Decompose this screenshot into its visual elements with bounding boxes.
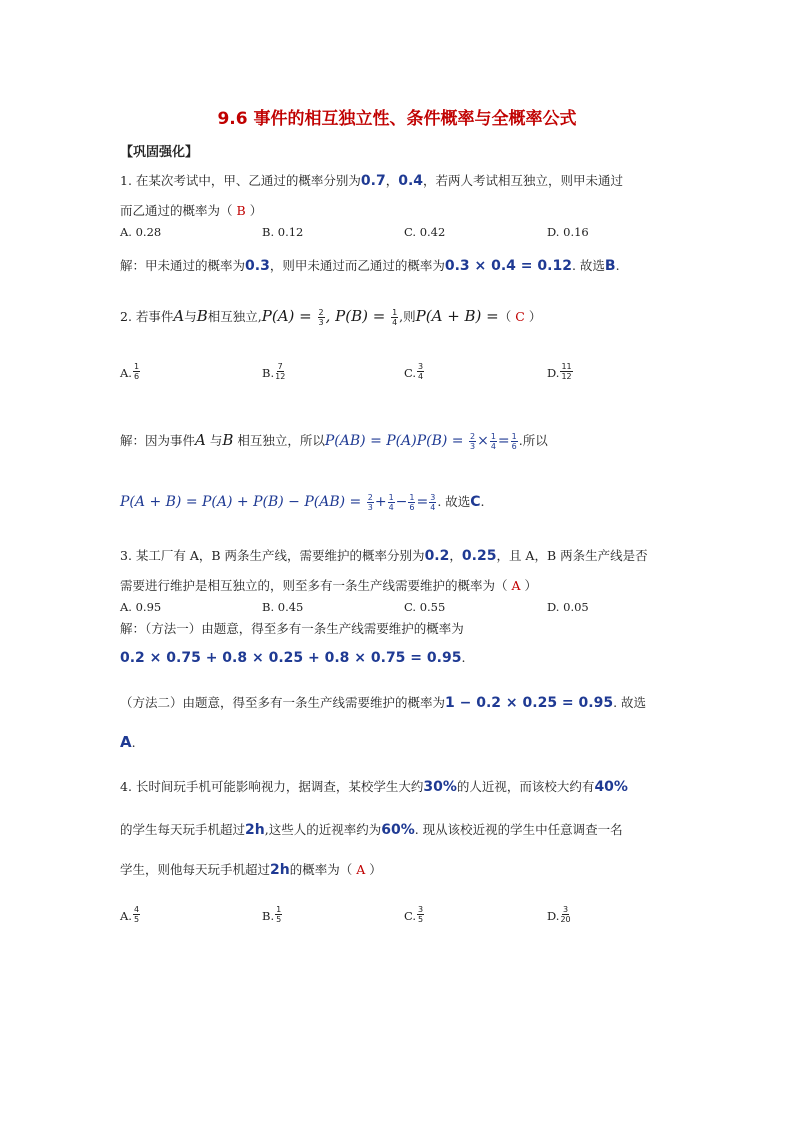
q4-percent-3: 60% [381,822,415,838]
q3-separator: ， [449,548,462,563]
q2-solution-answer: C [470,494,481,510]
q3-solution-answer-end: . [131,735,136,750]
q3-stem-text-2: ，且 A，B 两条生产线是否 [496,548,648,563]
q3-solution-answer: A [120,733,132,751]
q1-option-d: D. 0.16 [547,225,589,239]
q3-method1-end: . [461,650,466,665]
q2-event-b: B [196,307,208,325]
q4-option-d-fraction: $\frac{3}{20}$ [560,905,571,924]
q2-option-b [262,362,286,381]
q3-method1-expression: 0.2 × 0.75 + 0.8 × 0.25 + 0.8 × 0.75 = 0.95 [120,650,462,666]
q3-solution-method1-expr [120,650,465,666]
q4-option-b-label: B. [262,909,275,923]
q1-option-b: B. 0.12 [262,225,304,239]
q2-option-a-fraction: $\frac{1}{6}$ [133,362,140,381]
q3-stem-line1 [120,548,648,564]
q3-stem-text: 3. 某工厂有 A，B 两条生产线，需要维护的概率分别为 [120,548,425,563]
q1-solution-expression: 0.3 × 0.4 = 0.12 [444,258,572,274]
q1-stem-text: 1. 在某次考试中，甲、乙通过的概率分别为 [120,173,361,188]
q4-option-a [120,905,141,924]
q4-stem-text-5: . 现从该校近视的学生中任意调查一名 [414,822,623,837]
q2-stem-text-3: ,则 [399,309,416,324]
q4-stem-end: ） [369,862,382,877]
q2-solution-line2 [120,488,485,516]
q1-stem-line1 [120,173,623,189]
page-title: 9.6 事件的相互独立性、条件概率与全概率公式 [217,109,577,129]
q4-percent-1: 30% [423,779,457,795]
q4-stem-line2 [120,822,623,838]
q4-stem-text-2: 的人近视，而该校大约有 [456,779,595,794]
q2-condition-pb: , P(B) = [325,307,391,325]
q2-stem-text: 2. 若事件 [120,309,174,324]
q1-solution-text-2: ，则甲未通过而乙通过的概率为 [269,258,445,273]
q3-method2-text: （方法二）由题意，得至多有一条生产线需要维护的概率为 [120,695,446,710]
section-heading: 【巩固强化】 [120,145,199,160]
q2-solution-text-3: . 故选 [437,494,471,509]
q4-option-a-label: A. [120,909,132,923]
q2-event-a: A [173,307,185,325]
q2-option-c [404,362,425,381]
q4-option-d-label: D. [547,909,560,923]
q3-value-2: 0.25 [461,548,497,564]
q1-value-2: 0.4 [398,173,424,189]
q2-option-c-fraction: $\frac{3}{4}$ [418,362,424,381]
q2-fraction-1-4: $\frac{1}{4}$ [392,308,398,327]
q2-solution-union: P(A + B) = P(A) + P(B) − P(AB) = $\frac{2}{3}$ + $\frac{1}{4}$ − $\frac{1}{6}$ = $\frac{3}{4}$ [120,493,436,512]
q1-separator: ， [385,173,399,188]
q3-method2-expression: 1 − 0.2 × 0.25 = 0.95 [445,695,614,711]
q1-solution-answer: B [604,258,616,274]
q2-option-a-label: A. [120,366,132,380]
q2-option-d [547,362,574,381]
q3-option-b: B. 0.45 [262,600,304,614]
q3-solution-final [120,734,136,751]
q3-stem-line2 [120,578,537,594]
q4-option-c-fraction: $\frac{3}{5}$ [418,905,424,924]
q1-stem-text-2: ，若两人考试相互独立，则甲未通过 [423,173,624,188]
q1-option-c: C. 0.42 [404,225,446,239]
q2-open-paren: （ [498,309,512,324]
q1-stem-line2 [120,203,262,219]
q2-option-d-label: D. [547,366,560,380]
q4-option-a-fraction: $\frac{4}{5}$ [133,905,140,924]
q4-percent-2: 40% [594,779,628,795]
q2-fraction-2-3: $\frac{2}{3}$ [318,308,324,327]
q2-stem [120,303,541,330]
q2-solution-product: P(AB) = P(A)P(B) = $\frac{2}{3}$ × $\frac{1}{4}$ = $\frac{1}{6}$ [324,432,517,451]
q2-solution-so: .所以 [518,433,548,448]
q3-solution-method1: 解：（方法一）由题意，得至多有一条生产线需要维护的概率为 [120,621,464,636]
q4-stem-text-3: 的学生每天玩手机超过 [120,822,246,837]
q1-stem-text-3: 而乙通过的概率为（ [120,203,233,218]
q3-stem-text-3: 需要进行维护是相互独立的，则至多有一条生产线需要维护的概率为（ [120,578,508,593]
q3-stem-end: ） [524,578,538,593]
q4-option-b [262,905,283,924]
q2-condition-pa: P(A) = [261,307,317,325]
q1-solution-text-3: . 故选 [571,258,605,273]
q2-solution-event-b: B [222,431,234,449]
q4-hours-2: 2h [270,862,290,878]
q3-solution-method2 [120,695,646,711]
q2-solution-line1 [120,426,548,455]
q2-option-a [120,362,141,381]
q3-option-d: D. 0.05 [547,600,589,614]
q2-solution-event-a: A [195,431,206,449]
q2-solution-text-2: 相互独立，所以 [237,433,325,448]
q1-solution-value: 0.3 [245,258,270,274]
q2-solution-and: 与 [209,433,223,448]
q1-solution-text: 解：甲未通过的概率为 [120,258,246,273]
q2-stem-text-2: 相互独立, [207,309,262,324]
q4-stem-line3 [120,862,382,878]
q2-solution-text: 解：因为事件 [120,433,196,448]
q4-option-b-fraction: $\frac{1}{5}$ [276,905,282,924]
q4-stem-text-6: 学生，则他每天玩手机超过 [120,862,271,877]
q4-option-c [404,905,425,924]
q3-option-c: C. 0.55 [404,600,446,614]
q1-stem-end: ） [249,203,263,218]
q2-answer: C [515,309,525,324]
q4-answer: A [356,862,366,877]
q1-solution [120,258,620,274]
q4-hours-1: 2h [245,822,265,838]
q3-option-a: A. 0.95 [120,600,162,614]
q2-option-c-label: C. [404,366,417,380]
q1-option-a: A. 0.28 [120,225,162,239]
q4-stem-text-7: 的概率为（ [289,862,353,877]
q3-value-1: 0.2 [424,548,450,564]
q2-and: 与 [184,309,197,324]
q2-option-b-label: B. [262,366,275,380]
q3-answer: A [511,578,521,593]
q1-answer: B [236,203,246,218]
q4-option-d [547,905,572,924]
q4-stem-text: 4. 长时间玩手机可能影响视力，据调查，某校学生大约 [120,779,424,794]
q4-stem-line1 [120,779,628,795]
q3-method2-end: . 故选 [613,695,647,710]
q4-stem-text-4: ,这些人的近视率约为 [264,822,382,837]
q2-option-b-fraction: $\frac{7}{12}$ [275,362,286,381]
q1-value-1: 0.7 [360,173,386,189]
q2-option-d-fraction: $\frac{11}{12}$ [561,362,572,381]
q2-close-paren: ） [528,309,542,324]
q2-solution-end: . [480,494,485,509]
q1-solution-end: . [615,258,620,273]
q2-target-expression: P(A + B) = [415,307,499,325]
q4-option-c-label: C. [404,909,417,923]
